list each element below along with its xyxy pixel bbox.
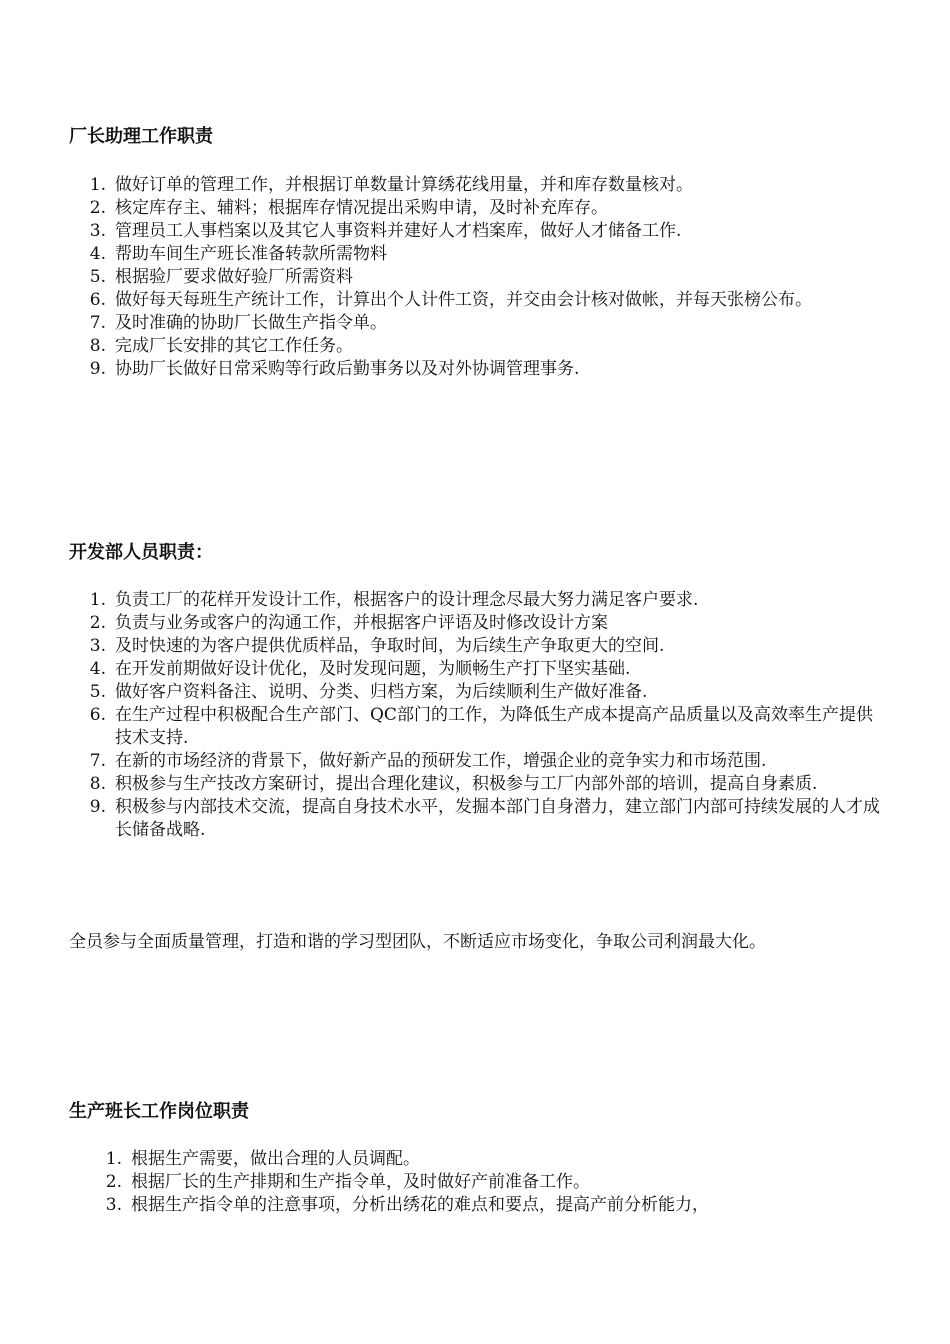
list-item: 3. 管理员工人事档案以及其它人事资料并建好人才档案库，做好人才储备工作. (89, 221, 682, 241)
list-item: 8. 积极参与生产技改方案研讨，提出合理化建议，积极参与工厂内部外部的培训，提高自身素质. (89, 774, 818, 794)
list-item: 3. 及时快速的为客户提供优质样品，争取时间，为后续生产争取更大的空间. (89, 636, 665, 656)
list-item: 4. 帮助车间生产班长准备转款所需物料 (89, 244, 387, 264)
assistant-duty-list (82, 174, 884, 381)
section-heading-assistant: 厂长助理工作职责 (69, 126, 213, 147)
list-item: 4. 在开发前期做好设计优化，及时发现问题，为顺畅生产打下坚实基础. (89, 659, 631, 679)
list-item: 2. 根据厂长的生产排期和生产指令单，及时做好产前准备工作。 (105, 1172, 590, 1192)
list-item: 8. 完成厂长安排的其它工作任务。 (89, 336, 353, 356)
list-item: 5. 根据验厂要求做好验厂所需资料 (89, 267, 353, 287)
list-item: 1. 负责工厂的花样开发设计工作，根据客户的设计理念尽最大努力满足客户要求. (89, 590, 699, 610)
section-heading-development: 开发部人员职责： (69, 542, 213, 563)
list-item: 6. 做好每天每班生产统计工作，计算出个人计件工资，并交由会计核对做帐，并每天张榜公布。 (89, 290, 812, 310)
list-item: 7. 及时准确的协助厂长做生产指令单。 (89, 313, 387, 333)
list-item: 1. 做好订单的管理工作，并根据订单数量计算绣花线用量，并和库存数量核对。 (89, 175, 693, 195)
list-item: 9. 协助厂长做好日常采购等行政后勤事务以及对外协调管理事务. (89, 359, 580, 379)
quality-statement: 全员参与全面质量管理，打造和谐的学习型团队，不断适应市场变化，争取公司利润最大化。 (69, 932, 766, 952)
list-item: 3. 根据生产指令单的注意事项，分析出绣花的难点和要点，提高产前分析能力， (105, 1195, 709, 1215)
list-item: 6. 在生产过程中积极配合生产部门、QC部门的工作，为降低生产成本提高产品质量以及高效率生产提供技术支持. (89, 705, 873, 748)
list-item: 1. 根据生产需要，做出合理的人员调配。 (105, 1149, 420, 1169)
team-leader-duty-list (98, 1148, 898, 1217)
list-item: 2. 负责与业务或客户的沟通工作，并根据客户评语及时修改设计方案 (89, 613, 608, 633)
development-duty-list (82, 589, 884, 842)
list-item: 9. 积极参与内部技术交流，提高自身技术水平，发掘本部门自身潜力，建立部门内部可持续发展的人才成长储备战略. (89, 797, 880, 840)
section-heading-team-leader: 生产班长工作岗位职责 (69, 1101, 249, 1122)
list-item: 5. 做好客户资料备注、说明、分类、归档方案，为后续顺利生产做好准备. (89, 682, 648, 702)
list-item: 2. 核定库存主、辅料；根据库存情况提出采购申请，及时补充库存。 (89, 198, 608, 218)
list-item: 7. 在新的市场经济的背景下，做好新产品的预研发工作，增强企业的竞争实力和市场范围. (89, 751, 767, 771)
